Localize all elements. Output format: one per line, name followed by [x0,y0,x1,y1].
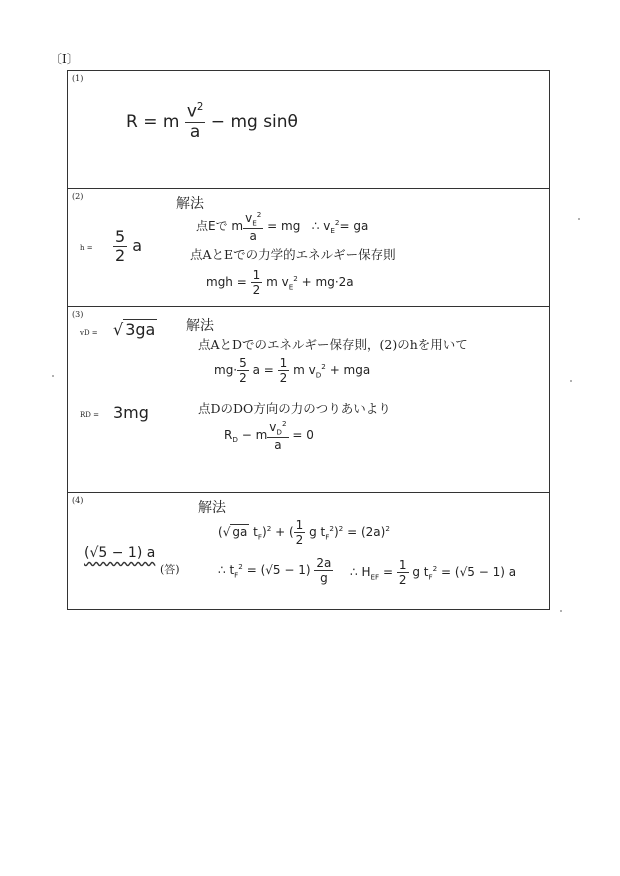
question-number: (2) [72,192,84,201]
answer-mark: (答) [160,563,180,576]
speck [560,610,562,612]
question-number: (3) [72,310,84,319]
h-label: h = [80,244,93,252]
section-q2 [68,189,549,307]
method-label: 解法 [198,500,226,516]
question-number: (4) [72,496,84,505]
speck [52,375,54,377]
rd-value: 3mg [113,403,149,422]
q4-line2: ∴ $t_F^2 = (√5 - 1)$ $\frac{2a}{g}$ [218,556,332,585]
speck [578,218,580,220]
q3-line3: 点DのDO方向の力のつりあいより [198,401,391,416]
section-q3 [68,307,549,493]
question-number: (1) [72,74,84,83]
sheet-header: 〔Ⅰ〕 [50,52,79,66]
vd-value: √ 3ga [113,320,156,339]
rd-label: RD = [80,411,99,419]
q2-line1: 点Eで m $\frac{v_E^2}{a}$ = mg ∴ $v_E^2=$ ga [196,210,369,243]
answer-box [67,70,550,610]
q4-answer: (√5 − 1) a [84,545,156,561]
section-q1 [68,71,549,189]
q3-line4: $R_D - m$ $\frac{v_D^2}{a}$ = 0 [224,419,314,452]
q2-answer: $\frac{5}{2}$ a [115,227,143,265]
method-label: 解法 [176,196,204,212]
q2-line2: 点AとEでの力学的エネルギー保存則 [190,247,396,262]
q3-line1: 点AとDでのエネルギー保存則，(2)のhを用いて [198,337,468,352]
q3-line2: mg· $\frac{5}{2}$ a = $\frac{1}{2}$ m $v_D^2$ + mga [214,356,371,385]
q2-line3: mgh = $\frac{1}{2}$ m $v_E^2 + mg\cdot 2a$ [206,268,354,297]
speck [570,380,572,382]
method-label: 解法 [186,318,214,334]
q4-line1: (√ ga $t_F)^2$ + ( $\frac{1}{2}$ g $t_F^2)^2 = (2a)^2$ [218,518,390,547]
vd-label: vD = [80,329,98,337]
q4-line3: ∴ $H_{EF}$ = $\frac{1}{2}$ g $t_F^2 = (√5 - 1)$ a [350,558,517,587]
q1-formula: R = m $\frac{v^2}{a}$ − mg sinθ [126,101,298,142]
section-q4 [68,493,549,611]
